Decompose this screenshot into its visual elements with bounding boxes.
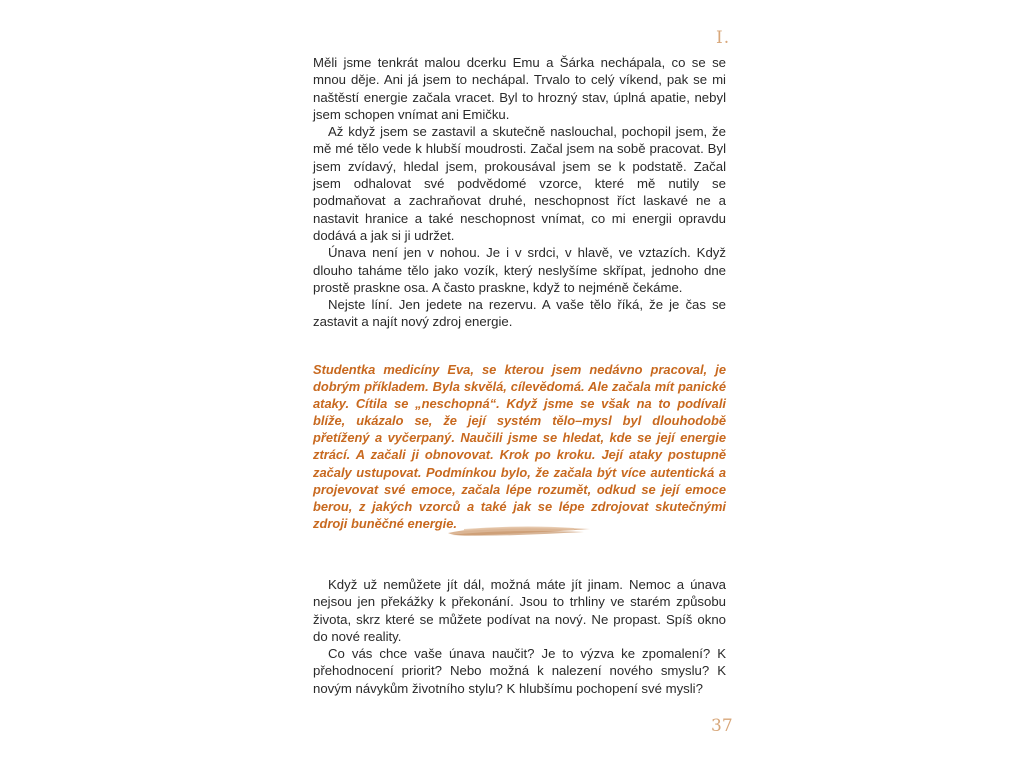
paragraph: Nejste líní. Jen jedete na rezervu. A vaše tělo říká, že je čas se zastavit a najít nový zdroj energie. bbox=[313, 297, 726, 330]
paragraph: Když už nemůžete jít dál, možná máte jít jinam. Nemoc a únava nejsou jen překážky k překonání. Jsou to trhliny ve starém způsobu života, skrz které se můžete podívat na nový. Ne propast. Spíš okno do nové reality. bbox=[313, 577, 726, 644]
body-text-bottom bbox=[313, 576, 726, 697]
brush-stroke-divider bbox=[444, 521, 594, 541]
page-number: 37 bbox=[711, 716, 733, 736]
paragraph: Co vás chce vaše únava naučit? Je to výzva ke zpomalení? K přehodnocení priorit? Nebo možná k nalezení nového smyslu? K novým návykům životního stylu? K hlubšímu pochopení své mysli? bbox=[313, 646, 726, 696]
body-text-top bbox=[313, 54, 726, 331]
paragraph: Únava není jen v nohou. Je i v srdci, v hlavě, ve vztazích. Když dlouho taháme tělo jako vozík, který neslyšíme skřípat, jednoho dne prostě praskne osa. A často praskne, když to nejméně čekáme. bbox=[313, 245, 726, 295]
highlight-box bbox=[313, 361, 726, 532]
highlight-paragraph: Studentka medicíny Eva, se kterou jsem nedávno pracoval, je dobrým příkladem. Byla skvělá, cílevědomá. Ale začala mít panické ataky. Cítila se „neschopná“. Když jsme se však na to podívali blíže, ukázalo se, že její systém tělo–mysl byl dlouhodobě přetížený a vyčerpaný. Naučili jsme se hledat, kde se její energie ztrácí. A začali ji obnovovat. Krok po kroku. Její ataky postupně začaly ustupovat. Podmínkou bylo, že začala být více autentická a projevovat své emoce, začala lépe rozumět, odkud se její emoce berou, z jakých vzorců a také jak se lépe zdrojovat skutečnými zdroji buněčné energie. bbox=[313, 362, 726, 531]
paragraph: Až když jsem se zastavil a skutečně naslouchal, pochopil jsem, že mě mé tělo vede k hlubší moudrosti. Začal jsem na sobě pracovat. Byl jsem zvídavý, hledal jsem, prokousával jsem se k podstatě. Začal jsem odhalovat své podvědomé vzorce, které mě nutily se podmaňovat a zachraňovat druhé, neschopnost říct laskavé ne a nastavit hranice a také neschopnost vnímat, co mi energii opravdu dodává a jak si ji udržet. bbox=[313, 124, 726, 243]
chapter-marker: I. bbox=[716, 28, 731, 48]
paragraph: Měli jsme tenkrát malou dcerku Emu a Šárka nechápala, co se se mnou děje. Ani já jsem to nechápal. Trvalo to celý víkend, pak se mi naštěstí energie začala vracet. Byl to hrozný stav, úplná apatie, nebyl jsem schopen vnímat ani Emičku. bbox=[313, 55, 726, 122]
